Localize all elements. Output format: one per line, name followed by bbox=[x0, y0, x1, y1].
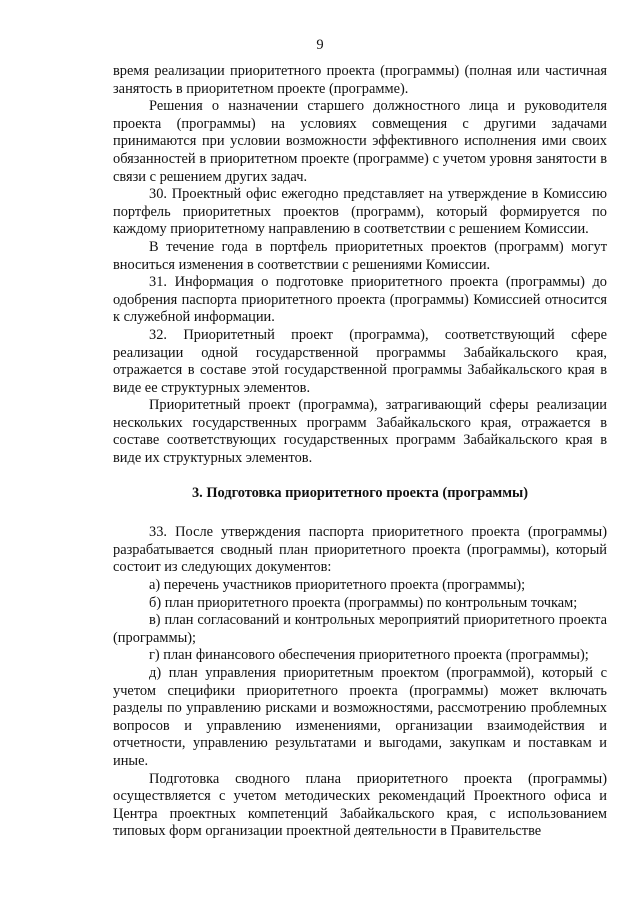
page-number: 9 bbox=[316, 37, 324, 53]
paragraph: 33. После утверждения паспорта приоритетного проекта (программы) разрабатывается сводный план приоритетного проекта (программы), который состоит из следующих документов: bbox=[113, 524, 607, 576]
paragraph: д) план управления приоритетным проектом (программой), который с учетом специфики приоритетного проекта (программы) может включать разделы по управлению рисками и возможностями, рассмотрению проблемных вопросов и управлению изменениями, организации взаимодействия и отчетности, управлению результатами и выгодами, закупкам и поставкам и иные. bbox=[113, 665, 607, 769]
paragraph: 32. Приоритетный проект (программа), соответствующий сфере реализации одной государственной программы Забайкальского края, отражается в составе этой государственной программы Забайкальского края в виде ее структурных элементов. bbox=[113, 326, 607, 396]
paragraph: в) план согласований и контрольных мероприятий приоритетного проекта (программы); bbox=[113, 612, 607, 646]
paragraph: Приоритетный проект (программа), затрагивающий сферы реализации нескольких государственных программ Забайкальского края, отражается в составе соответствующих государственных программ Забайкальского края в виде их структурных элементов. bbox=[113, 397, 607, 467]
paragraphs-before-heading bbox=[113, 63, 607, 468]
paragraph: Подготовка сводного плана приоритетного проекта (программы) осуществляется с учетом методических рекомендаций Проектного офиса и Центра проектных компетенций Забайкальского края, с использованием типовых форм организации проектной деятельности в Правительстве bbox=[113, 770, 607, 840]
section-heading: 3. Подготовка приоритетного проекта (программы) bbox=[191, 484, 529, 501]
document-body bbox=[113, 63, 607, 841]
paragraph: а) перечень участников приоритетного проекта (программы); bbox=[149, 577, 526, 594]
paragraph: 30. Проектный офис ежегодно представляет на утверждение в Комиссию портфель приоритетных проектов (программ), который формируется по каждому приоритетному направлению в соответствии с решением Комиссии. bbox=[113, 186, 607, 238]
paragraphs-after-heading bbox=[113, 524, 607, 841]
paragraph: время реализации приоритетного проекта (программы) (полная или частичная занятость в приоритетном проекте (программе). bbox=[113, 63, 607, 97]
paragraph: б) план приоритетного проекта (программы) по контрольным точкам; bbox=[149, 594, 578, 611]
paragraph: В течение года в портфель приоритетных проектов (программ) могут вноситься изменения в соответствии с решениями Комиссии. bbox=[113, 238, 607, 273]
paragraph: 31. Информация о подготовке приоритетного проекта (программы) до одобрения паспорта приоритетного проекта (программы) Комиссией относится к служебной информации. bbox=[113, 274, 607, 326]
paragraph: г) план финансового обеспечения приоритетного проекта (программы); bbox=[149, 647, 589, 664]
paragraph: Решения о назначении старшего должностного лица и руководителя проекта (программы) на условиях совмещения с другими задачами принимаются при условии возможности эффективного исполнения ими своих обязанностей в приоритетном проекте (программе) с учетом уровня занятости в связи с решением других задач. bbox=[113, 98, 607, 185]
